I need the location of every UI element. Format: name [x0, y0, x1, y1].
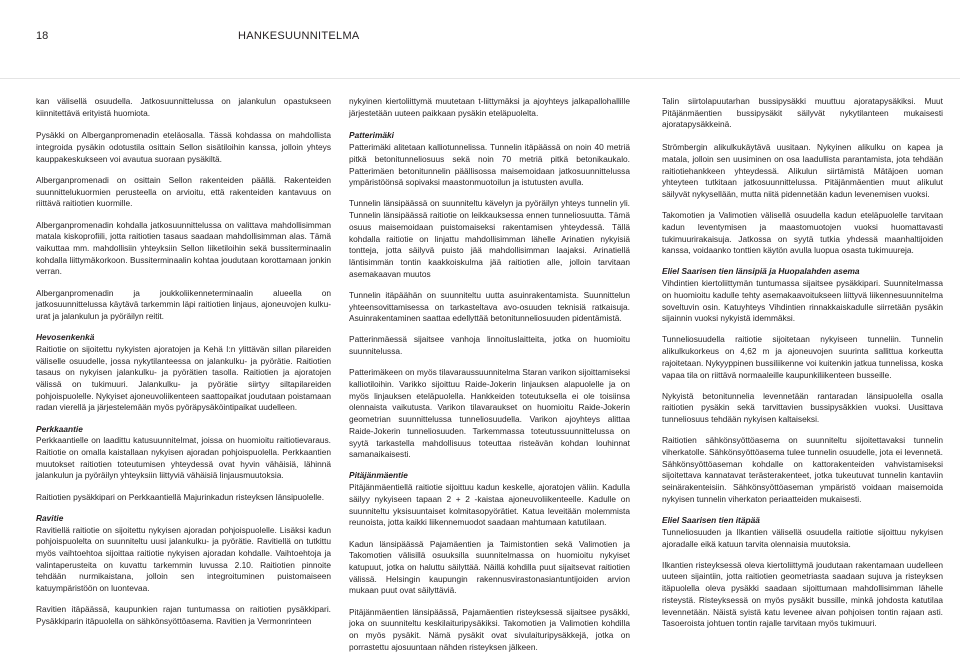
subheading-ravitie: Ravitie: [36, 512, 64, 523]
paragraph: Patterimäkeen on myös tilavaraussuunnitelma Staran varikon sijoittamiseksi kalliotiloihin. Varikko sijoittuu Raide-Jokerin linjauksen alapuolelle ja on myös linjauksen eteläpuolella. Hankkeiden toteutuksella ei ole toisiinsa olennaista vaikutusta. Varikon tilavaraukset on huomioitu Raide-Jokerin geometrian suunnittelussa tunneliosuudella. Varikon ajoyhteys alittaa Raide-Jokerin tunneliosuuden. Tarkemmassa toteutussuunnittelussa on syytä tarkastella mahdollisuus toteuttaa risteävän kohdan louhinnat samanaikaisesti.: [349, 367, 630, 460]
paragraph: Alberganpromenadi on osittain Sellon rakenteiden päällä. Rakenteiden suunnittelukuormien perusteella on arvioitu, että rakenteiden kantavuus on riittävä raitiotien kuormille.: [36, 175, 331, 209]
section-title: HANKESUUNNITELMA: [238, 30, 360, 42]
paragraph: Kadun länsipäässä Pajamäentien ja Taimistontien sekä Valimotien ja Takomotien välisillä osuuksilla suunnitelmassa on huomioitu nykyiset katupuut, jotka on haluttu säilyttää. Näillä kohdilla puut sijaitsevat raitiotien välissä. Helsingin kaupungin rakennusvirastonasiantuntijoiden arvion mukaan puut ovat säilyttäviä.: [349, 538, 630, 596]
subheading-hevosenkenka: Hevosenkenkä: [36, 332, 95, 343]
paragraph: Ravitien itäpäässä, kaupunkien rajan tuntumassa on raitiotien pysäkkipari. Pysäkkiparin itäpuolella on sähkönsyöttöasema. Ravitien ja Vermonrinteen: [36, 604, 331, 627]
subheading-perkkaantie: Perkkaantie: [36, 423, 83, 434]
paragraph: Takomotien ja Valimotien välisellä osuudella kadun eteläpuolelle tarvitaan kadun leventymisen ja maastomuotojen vuoksi huomattavasti tukimuurirakaisuja. Jatkossa on syytä tutkia yhdessä maanhaltijoiden kanssa, voidaanko tonttien käytön avulla luopua osasta tukimuureja.: [662, 210, 943, 256]
paragraph: Patterinmäessä sijaitsee vanhoja linnoituslaitteita, jotka on huomioitu suunnitelussa.: [349, 334, 630, 357]
paragraph: Patterimäki alitetaan kalliotunnelissa. Tunnelin itäpäässä on noin 40 metriä pitkä betonitunneliosuus sekä noin 70 metriä pitkä betonikaukalo. Patterimäen betonitunnelin päällisossa maisemoidaan jatkosuunnittelussa ympäristöönsä sopivaksi maastonmuotoilun ja istutusten avulla.: [349, 142, 630, 188]
subheading-eliel-saarisen-tien-lansipa: Eliel Saarisen tien länsipiä ja Huopalahden asema: [662, 266, 860, 277]
text-column-1: [36, 96, 331, 628]
paragraph: Pitäjänmäentiellä raitiotie sijoittuu kadun keskelle, ajoratojen väliin. Kadulla säilyy nykyiseen tapaan 2 + 2 -kaistaa ajoneuvoliikenteelle. Kadulle on suunniteltu yksisuuntaiset kolmitasopyörätiet. Katua leveitään molemmista reunoista, jotta kaikki liikennemuodot saadaan mahtumaan katutilaan.: [349, 482, 630, 528]
page-number: 18: [36, 30, 49, 42]
paragraph: Tunneliosuudella raitiotie sijoitetaan nykyiseen tunneliin. Tunnelin alikulkukorkeus on 4,62 m ja ajoneuvojen suurinta sallittua korkeutta rajoitetaan. Nykyyppinen bussiliikenne voi kuitenkin jatkua tunnelissa, koska vapaa tila on riittävä normaaleille kaupunkiliikenteen busseille.: [662, 334, 943, 380]
subheading-pitajanmaentie: Pitäjänmäentie: [349, 470, 408, 481]
paragraph: Tunnelin länsipäässä on suunniteltu kävelyn ja pyöräilyn yhteys tunnelin yli. Tunnelin länsipäässä raitiotie on leikkauksessa ennen tunneliosuutta. Tämä osuus maisemoidaan puistomaiseksi rakentamisen yhteydessä. Tällä kohdalla raitiotie on linjattu mahdollisimman lähelle Arinatien nykyisiä tontteja, jotta säilyvä puisto jää mahdollisimman laajaksi. Arinatiellä läntisimmän tontin kaakkoiskulma jää raitiotien alle, jolloin tarvitaan asemakaavan muutos: [349, 198, 630, 279]
paragraph: Vihdintien kiertoliittymän tuntumassa sijaitsee pysäkkipari. Suunnitelmassa on huomioitu kadulle tehty asemakaavoitukseen liittyvä liikennesuunnitelma soveltuvin osin. Katuyhteys Vihdintien rinnakkaiskadulle siirretään pysäkin sijainnin vuoksi nykyistä idemmäksi.: [662, 278, 943, 324]
page-header: [0, 0, 960, 78]
paragraph: Ravitiellä raitiotie on sijoitettu nykyisen ajoradan pohjoispuolelle. Lisäksi kadun pohjoispuolelta on suunniteltu uusi jalankulku- ja pyörätie. Ravitiellä on tutkittu myös vaihtoehtoa sijoittaa raitiotie nykyisen ajoradan kohdalle. Vaihtoehtoja ja valintaperusteita on kuvattu tarkemmin luvussa 2.10. Raitiotien pinnoite tehdään nurmikaistana, jolloin sen integroituminen puistomaiseen katuympäristöön on luontevaa.: [36, 524, 331, 594]
subheading-eliel-saarisen-tien-itapaa: Eliel Saarisen tien itäpää: [662, 515, 760, 526]
paragraph: Tunneliosuuden ja Ilkantien välisellä osuudella raitiotie sijoittuu nykyisen ajoradalle eikä katuun tarvita olennaisia muutoksia.: [662, 526, 943, 549]
subheading-patterimaki: Patterimäki: [349, 130, 394, 141]
paragraph: Tunnelin itäpäähän on suunniteltu uutta asuinrakentamista. Suunnittelun yhteensovittamisessa on tarkasteltava avo-osuuden teknisiä ratkaisuja. Asuinrakentaminen saattaa edellyttää betonitunneliosuuden pidentämistä.: [349, 289, 630, 324]
paragraph: nykyinen kiertoliittymä muutetaan t-liittymäksi ja ajoyhteys jalkapallohallille järjestetään uuteen paikkaan pysäkin eteläpuolelta.: [349, 96, 630, 118]
paragraph: Pitäjänmäentien länsipäässä, Pajamäentien risteyksessä sijaitsee pysäkki, joka on suunniteltu keskilaituripysäkiksi. Takomotien ja Valimotien kohdilla on myös pysäkit. Nämä pysäkit ovat sivulaituripysäkkejä, jotka on porrastettu ajosuuntaan nähden risteyksen jälkeen.: [349, 606, 630, 652]
paragraph: Raitiotien pysäkkipari on Perkkaantiellä Majurinkadun risteyksen länsipuolelle.: [36, 491, 325, 502]
paragraph: kan välisellä osuudella. Jatkosuunnittelussa on jalankulun opastukseen kiinnitettävä erityistä huomiota.: [36, 96, 331, 118]
paragraph: Raitiotien sähkönsyöttöasema on suunniteltu sijoitettavaksi tunnelin viherkatolle. Sähkönsyöttöasema tulee tunnelin osuudelle, jota ei levennetä. Sähkönsyöttöaseman kohdalle on kattorakenteiden vahvistamiseksi sijoitettava kannatavat terästerakenteet, jotka tukeutuvat tunnelin kantaviin seinärakenteisiin. Sähkönsyöttöaseman ympäristö voidaan maisemoida nykyisen tunnelin viherkaton periaatteiden mukaisesti.: [662, 435, 943, 504]
paragraph: Pysäkki on Alberganpromenadin eteläosalla. Tässä kohdassa on mahdollista integroida pysäkin odotustila osittain Sellon sisätiloihin kanssa, jolloin yhteys kauppakeskukseen voi avautua suoraan pysäkiltä.: [36, 130, 331, 164]
paragraph: Perkkaantielle on laadittu katusuunnitelmat, joissa on huomioitu raitiotievaraus. Raitiotie on omalla kaistallaan nykyisen ajoradan pohjoispuolella. Perkkaantien muutokset raitiotien toteutumisen yhteydessä ovat hyvin vähäisiä, lähinnä jalankulun ja pyöräilyn yhteyksiin liittyviä vähäisiä linjausmuutoksia.: [36, 435, 331, 481]
paragraph: Raitiotie on sijoitettu nykyisten ajoratojen ja Kehä I:n ylittävän sillan pilareiden väliselle osuudelle, jossa nykytilanteessa on jalankulku- ja pyörätie. Raitiotien tasaus on nykyisen jalankulku- ja pyörätien tasolla. Raitiotien ja ajoratojen välissä on tukimuuri. Jalankulku- ja pyörätie siirtyy siltapilareiden pohjoispuolelle. Nykyiset ajoneuvoliikenteen saattopaikat joudutaan poistamaan radan vierellä ja järjestelemään myös pyöräpysäköintipaikat uudelleen.: [36, 343, 331, 413]
text-column-3: [662, 96, 943, 630]
paragraph: Alberganpromenadin ja joukkoliikenneterminaalin alueella on jatkosuunnittelussa käytävä tarkemmin läpi raitiotien linjaus, ajoneuvojen kulku-urat ja jalankulun ja pyöräilyn reitit.: [36, 287, 331, 322]
paragraph: Alberganpromenadin kohdalla jatkosuunnittelussa on valittava mahdollisimman matala kiskoprofiili, jotta raitiotien tasaus saadaan mahdollisimman alas. Tämä vaikuttaa mm. mahdollisiin yhteyksiin Sellon liiketiloihin sekä bussiterminaalin kohdalla liittymäkorkoon. Bussiterminaalin kohtaa joudutaan korottamaan jonkin verran.: [36, 219, 331, 277]
paragraph: Nykyistä betonitunnelia levennetään rantaradan länsipuolella osalla raitiotien pysäkin sekä tarvittavien bussipysäkkien vuoksi. Uusittava tunneliosuus tehdään nykyisen kaltaiseksi.: [662, 390, 943, 425]
text-column-2: [349, 96, 630, 653]
paragraph: Talin siirtolapuutarhan bussipysäkki muuttuu ajoratapysäkiksi. Muut Pitäjänmäentien bussipysäkit säilyvät nykytilanteen mukaisesti ajoratapysäkkeinä.: [662, 96, 943, 130]
paragraph: Strömbergin alikulkukäytävä uusitaan. Nykyinen alikulku on kapea ja matala, jolloin sen uusiminen on osa laadullista parantamista, jota tehdään raitiotiehankkeen yhteydessä. Alikulun siirtämistä Mätäjoen uoman yhteyteen tutkitaan jatkosuunnittelussa. Pitäjänmäentien muut alikulut säilyvät nykysellään, mutta niitä pidennetään kadun levenemisen vuoksi.: [662, 142, 943, 199]
header-divider: [0, 78, 960, 79]
paragraph: Ilkantien risteyksessä oleva kiertoliittymä joudutaan rakentamaan uudelleen uuteen sijaintiin, jotta raitiotien geometriasta saadaan sujuva ja risteyksen itäpuolella oleva pysäkki saadaan sijoittumaan mahdollisimman lähelle risteystä. Risteyksessä on myös pysäkit bussille, minkä johdosta katutilaa levennetään. Näistä syistä katu levenee aivan pohjoisen tontin rajaan asti. Tasoeroista johtuen tontin rajalle tarvitaan myös tukimuuri.: [662, 559, 943, 629]
